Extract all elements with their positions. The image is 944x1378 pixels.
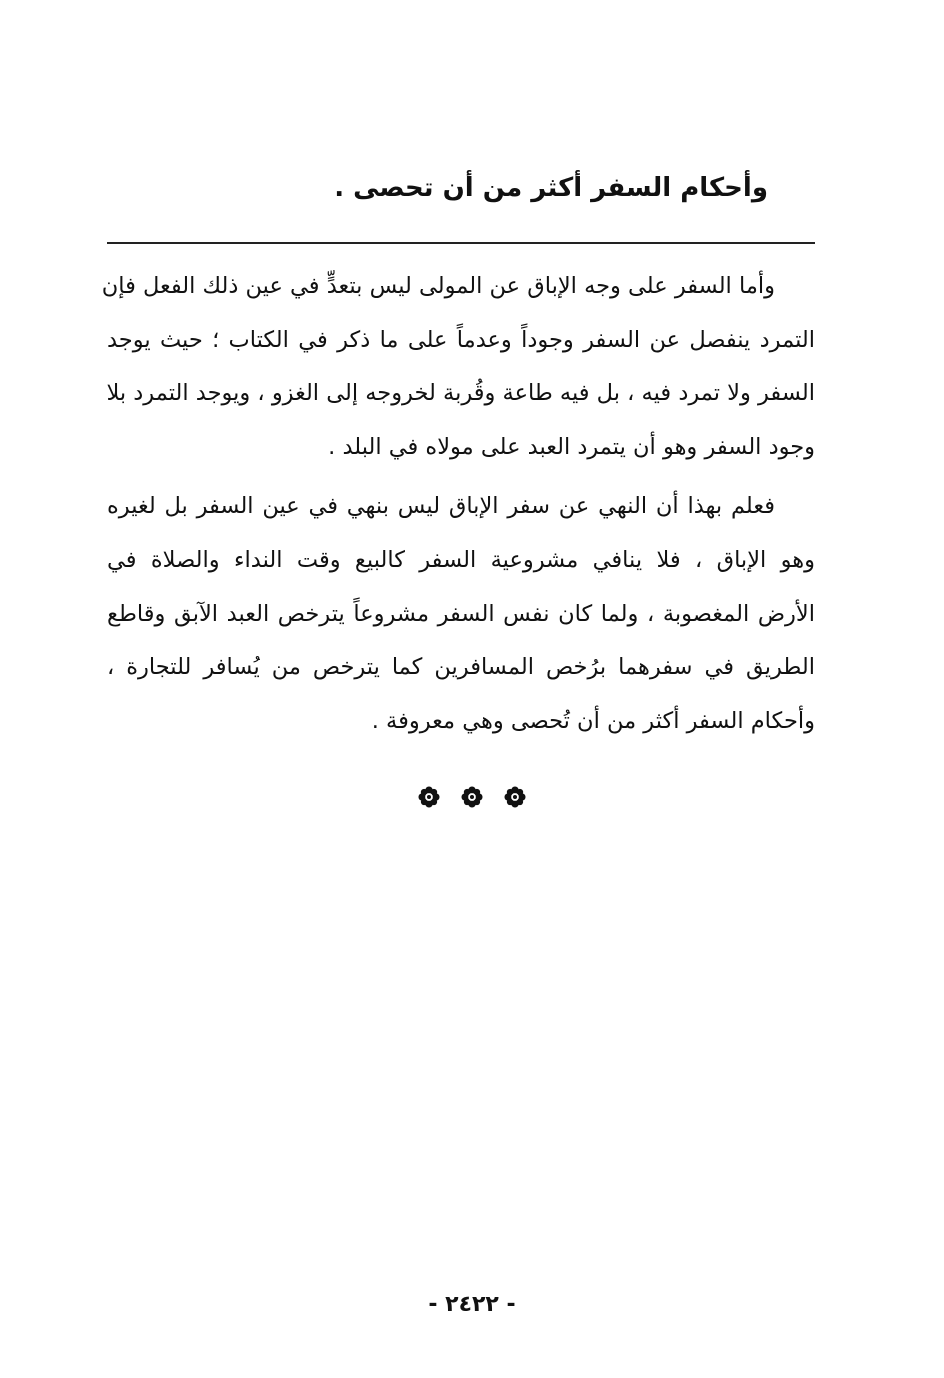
paragraph-2: [107, 480, 815, 748]
paragraph-1: [101, 260, 815, 474]
paragraph-line: وأما السفر على وجه الإباق عن المولى ليس بتعدٍّ في عين ذلك الفعل فإن: [101, 273, 775, 299]
flower-ornament-icon: [504, 786, 526, 808]
section-divider: [107, 242, 815, 244]
paragraph-line: وأحكام السفر أكثر من أن تُحصى وهي معروفة .: [371, 707, 815, 734]
paragraph-line: وهو الإباق ، فلا ينافي مشروعية السفر كالبيع وقت النداء والصلاة في: [107, 546, 815, 573]
paragraph-line: التمرد ينفصل عن السفر وجوداً وعدماً على ما ذكر في الكتاب ؛ حيث يوجد: [107, 326, 815, 353]
paragraph-line: وجود السفر وهو أن يتمرد العبد على مولاه في البلد .: [328, 433, 815, 460]
paragraph-line: الطريق في سفرهما برُخص المسافرين كما يترخص من يُسافر للتجارة ،: [107, 654, 815, 681]
body-text: [101, 260, 815, 748]
flower-ornament-icon: [418, 786, 440, 808]
paragraph-line: السفر ولا تمرد فيه ، بل فيه طاعة وقُربة لخروجه إلى الغزو ، ويوجد التمرد بلا: [106, 380, 815, 407]
flower-ornament-icon: [461, 786, 483, 808]
paragraph-line: الأرض المغصوبة ، ولما كان نفس السفر مشروعاً يترخص العبد الآبق وقاطع: [107, 600, 815, 627]
paragraph-line: فعلم بهذا أن النهي عن سفر الإباق ليس بنهي في عين السفر بل لغيره: [107, 493, 775, 520]
section-end-ornaments: [0, 786, 944, 808]
carryover-line: وأحكام السفر أكثر من أن تحصى .: [334, 173, 768, 203]
page-number: - ٢٤٢٢ -: [428, 1292, 516, 1317]
